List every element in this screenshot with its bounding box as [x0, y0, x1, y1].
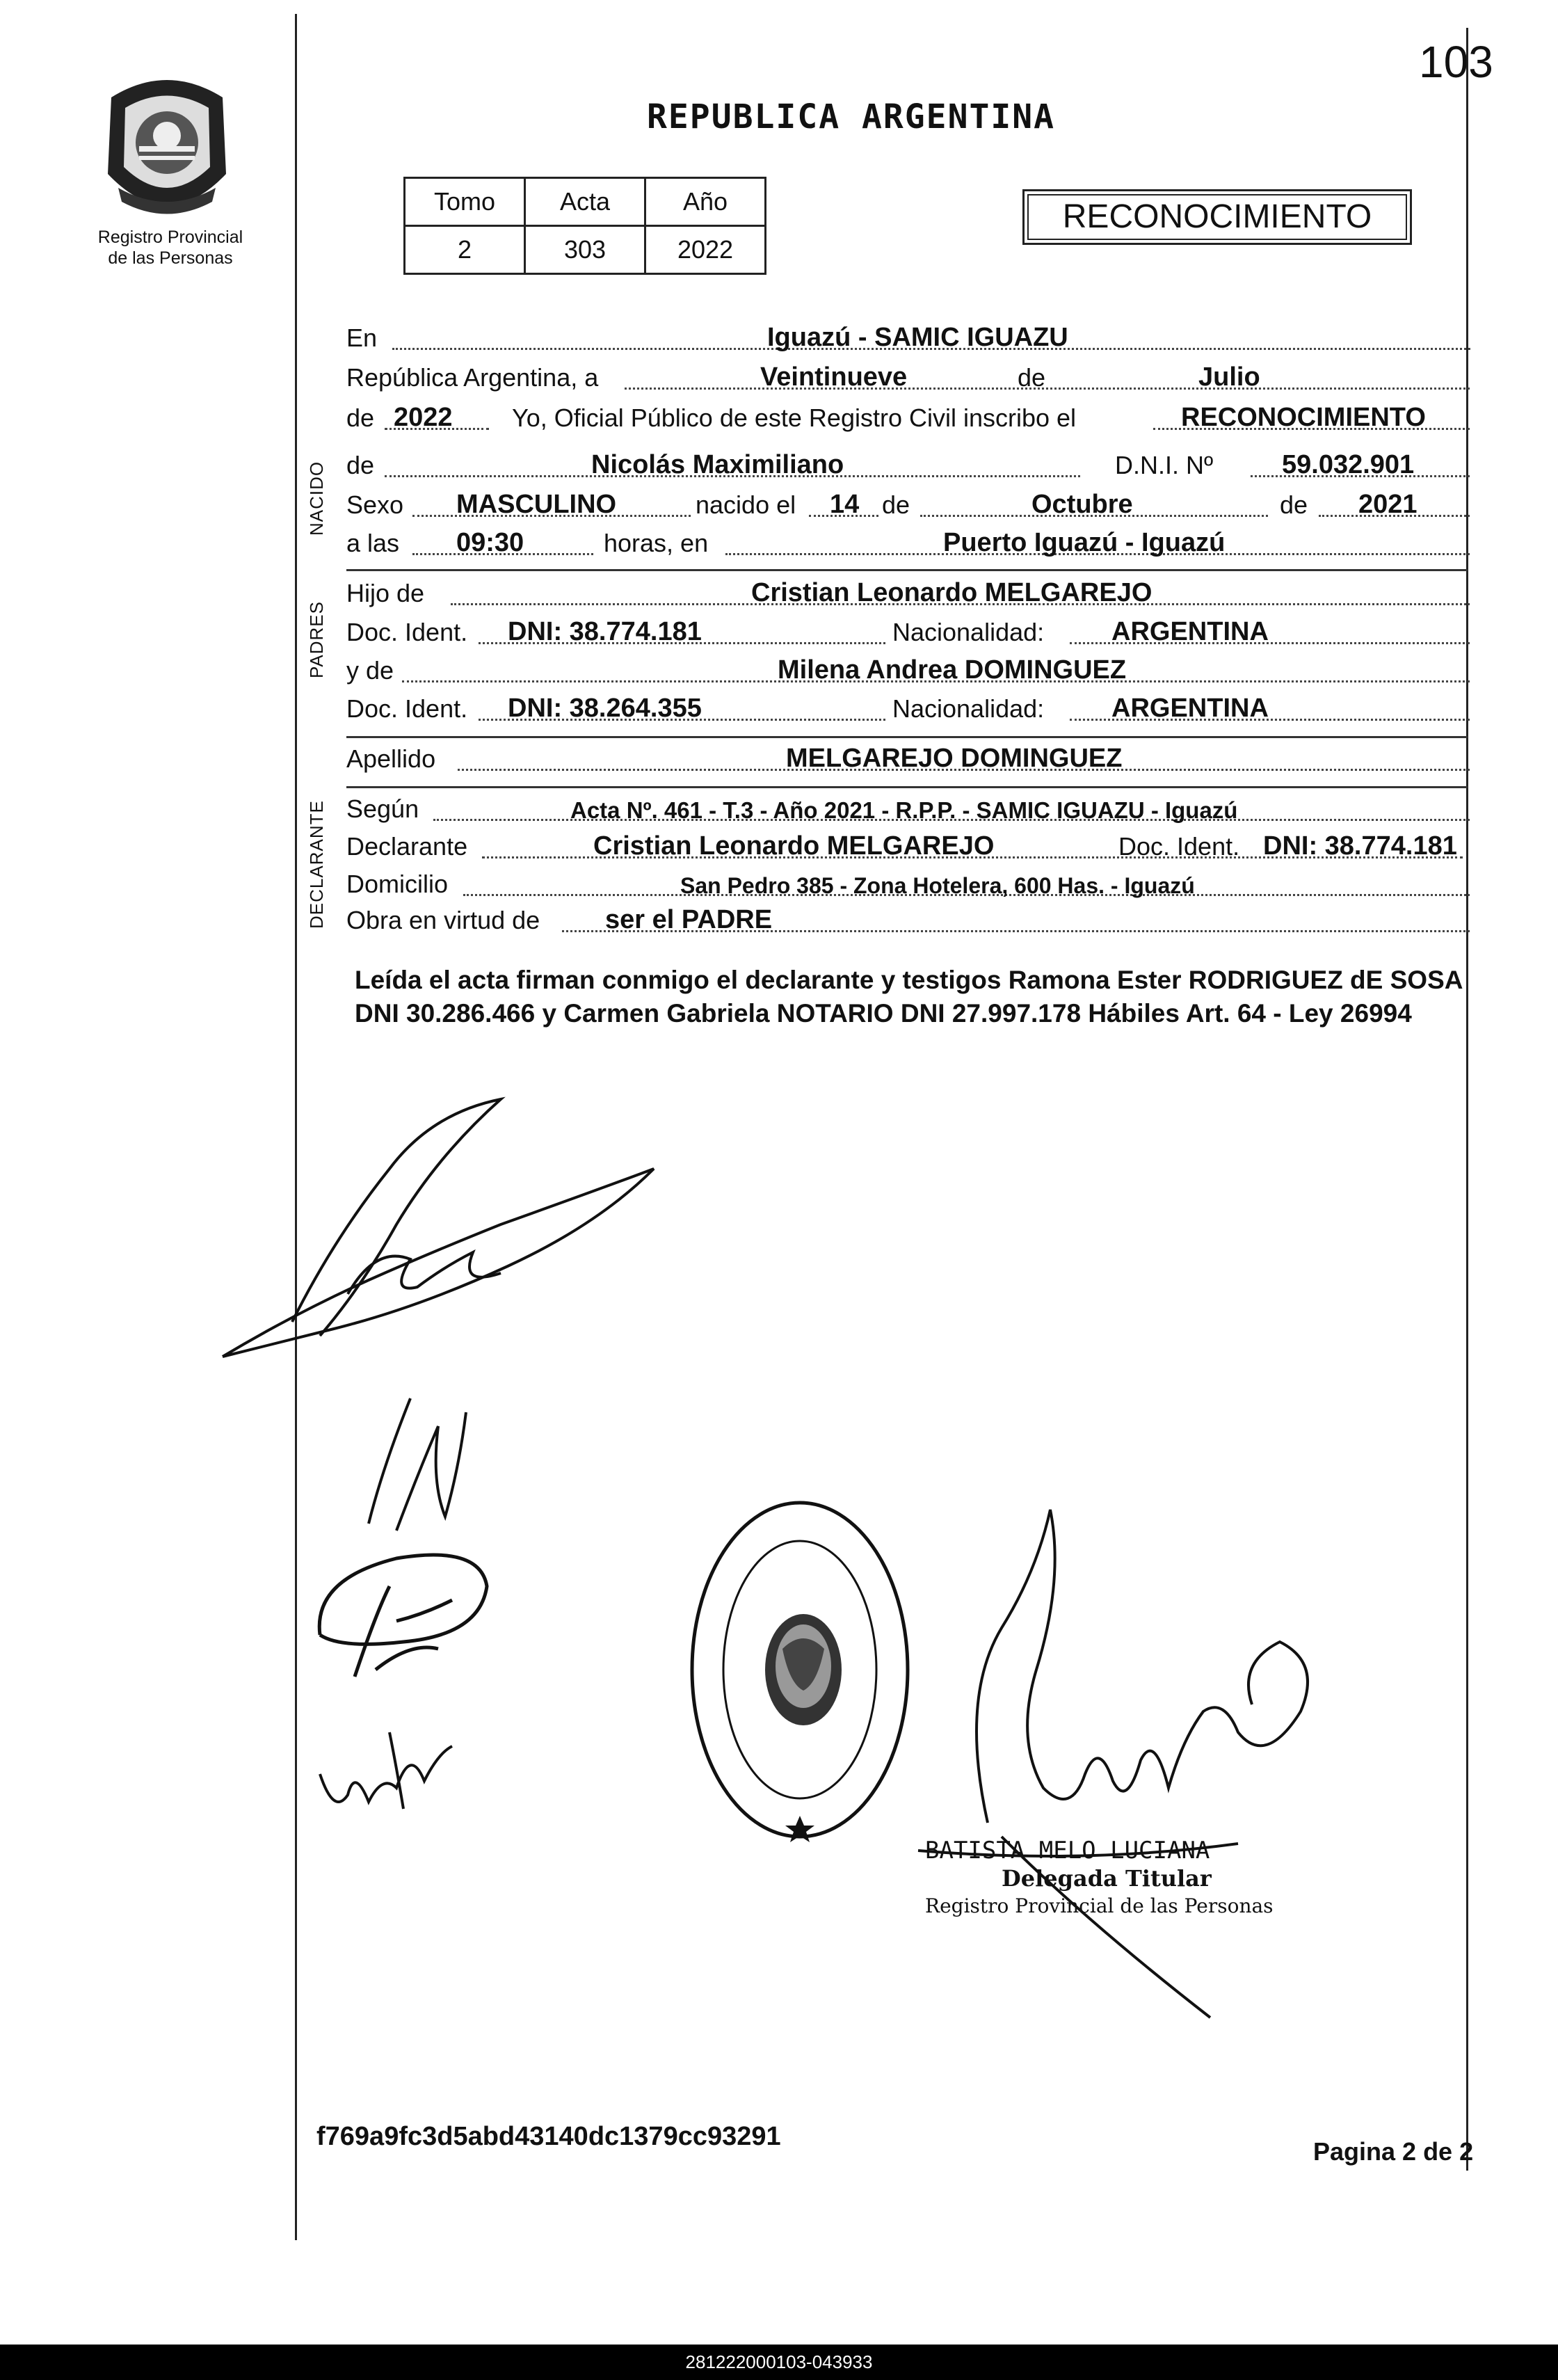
table-cell: 2	[405, 226, 525, 274]
birth-month: Octubre	[1031, 490, 1133, 519]
official-role: Delegada Titular	[1002, 1865, 1212, 1892]
act-value: RECONOCIMIENTO	[1181, 403, 1426, 432]
month-value: Julio	[1198, 362, 1260, 392]
witness-signature-2	[299, 1538, 508, 1691]
mother-doc: DNI: 38.264.355	[508, 694, 702, 723]
official-office: Registro Provincial de las Personas	[925, 1894, 1274, 1917]
side-label-declarante: DECLARANTE	[306, 800, 327, 929]
field-row-en: En Iguazú - SAMIC IGUAZU	[346, 324, 1473, 357]
field-row-obra: Obra en virtud de ser el PADRE	[346, 906, 1473, 939]
logo-caption: Registro Provincial de las Personas	[97, 227, 243, 268]
birth-place: Puerto Iguazú - Iguazú	[943, 528, 1226, 557]
sex-value: MASCULINO	[456, 490, 617, 519]
father-nationality: ARGENTINA	[1111, 617, 1269, 646]
document-title: REPUBLICA ARGENTINA	[647, 97, 1056, 136]
official-name: BATISTA MELO LUCIANA	[925, 1837, 1210, 1864]
child-name: Nicolás Maximiliano	[591, 450, 844, 479]
side-label-padres: PADRES	[306, 601, 327, 678]
field-row-father: Hijo de Cristian Leonardo MELGAREJO	[346, 579, 1473, 612]
section-divider	[346, 786, 1468, 788]
field-row-domicilio: Domicilio San Pedro 385 - Zona Hotelera, 600 Has. - Iguazú	[346, 870, 1473, 903]
child-dni: 59.032.901	[1282, 450, 1415, 479]
field-row-segun: Según Acta Nº. 461 - T.3 - Año 2021 - R.P.P. - SAMIC IGUAZU - Iguazú	[346, 794, 1473, 828]
official-signature	[876, 1489, 1328, 2024]
surname-value: MELGAREJO DOMINGUEZ	[786, 744, 1123, 773]
act-type-box: RECONOCIMIENTO	[1022, 189, 1412, 245]
footer-code: 281222000103-043933	[685, 2351, 873, 2372]
footer-bar	[0, 2345, 1558, 2380]
side-label-nacido: NACIDO	[306, 461, 327, 536]
field-row-year: de 2022 Yo, Oficial Público de este Registro Civil inscribo el RECONOCIMIENTO	[346, 404, 1473, 437]
mother-name: Milena Andrea DOMINGUEZ	[778, 655, 1127, 685]
witness-signature-3	[306, 1704, 459, 1830]
year-value: 2022	[394, 403, 453, 432]
table-cell: 303	[525, 226, 645, 274]
declarante-signature	[209, 1085, 682, 1377]
place-value: Iguazú - SAMIC IGUAZU	[767, 323, 1068, 352]
witness-signature-1	[355, 1384, 480, 1544]
section-divider	[346, 569, 1468, 571]
obra-value: ser el PADRE	[605, 905, 773, 934]
declarante-value: Cristian Leonardo MELGAREJO	[593, 831, 995, 861]
register-table	[403, 177, 766, 275]
field-row-surname: Apellido MELGAREJO DOMINGUEZ	[346, 744, 1473, 778]
domicilio-value: San Pedro 385 - Zona Hotelera, 600 Has. - Iguazú	[680, 873, 1195, 898]
table-header: Año	[645, 178, 766, 226]
birth-time: 09:30	[456, 528, 524, 557]
mother-nationality: ARGENTINA	[1111, 694, 1269, 723]
table-cell: 2022	[645, 226, 766, 274]
field-row-mother-doc: Doc. Ident. DNI: 38.264.355 Nacionalidad: ARGENTINA	[346, 694, 1473, 728]
field-row-declarante: Declarante Cristian Leonardo MELGAREJO Doc. Ident. DNI: 38.774.181	[346, 832, 1473, 865]
father-doc: DNI: 38.774.181	[508, 617, 702, 646]
province-coat-of-arms	[90, 70, 243, 223]
page-number: 103	[1419, 37, 1493, 87]
segun-value: Acta Nº. 461 - T.3 - Año 2021 - R.P.P. - SAMIC IGUAZU - Iguazú	[570, 797, 1238, 823]
official-signature-block	[925, 1837, 1274, 1920]
field-row-name: de Nicolás Maximiliano D.N.I. Nº 59.032.901	[346, 451, 1473, 484]
field-row-sex: Sexo MASCULINO nacido el 14 de Octubre de 2021	[346, 490, 1473, 524]
birth-year: 2021	[1358, 490, 1418, 519]
pagination: Pagina 2 de 2	[1313, 2137, 1474, 2166]
birth-day: 14	[830, 490, 860, 519]
field-row-father-doc: Doc. Ident. DNI: 38.774.181 Nacionalidad: ARGENTINA	[346, 618, 1473, 651]
closing-paragraph: Leída el acta firman conmigo el declarante y testigos Ramona Ester RODRIGUEZ dE SOSA DNI 30.286.466 y Carmen Gabriela NOTARIO DNI 27.997.178 Hábiles Art. 64 - Ley 26994	[355, 966, 1463, 1028]
table-header: Tomo	[405, 178, 525, 226]
field-row-time: a las 09:30 horas, en Puerto Iguazú - Iguazú	[346, 529, 1473, 562]
document-hash: f769a9fc3d5abd43140dc1379cc93291	[316, 2122, 781, 2151]
field-row-date: República Argentina, a Veintinueve de Julio	[346, 363, 1473, 397]
declarante-doc: DNI: 38.774.181	[1263, 831, 1457, 861]
father-name: Cristian Leonardo MELGAREJO	[751, 578, 1153, 607]
day-value: Veintinueve	[760, 362, 908, 392]
field-row-mother: y de Milena Andrea DOMINGUEZ	[346, 656, 1473, 689]
section-divider	[346, 736, 1468, 738]
table-header: Acta	[525, 178, 645, 226]
